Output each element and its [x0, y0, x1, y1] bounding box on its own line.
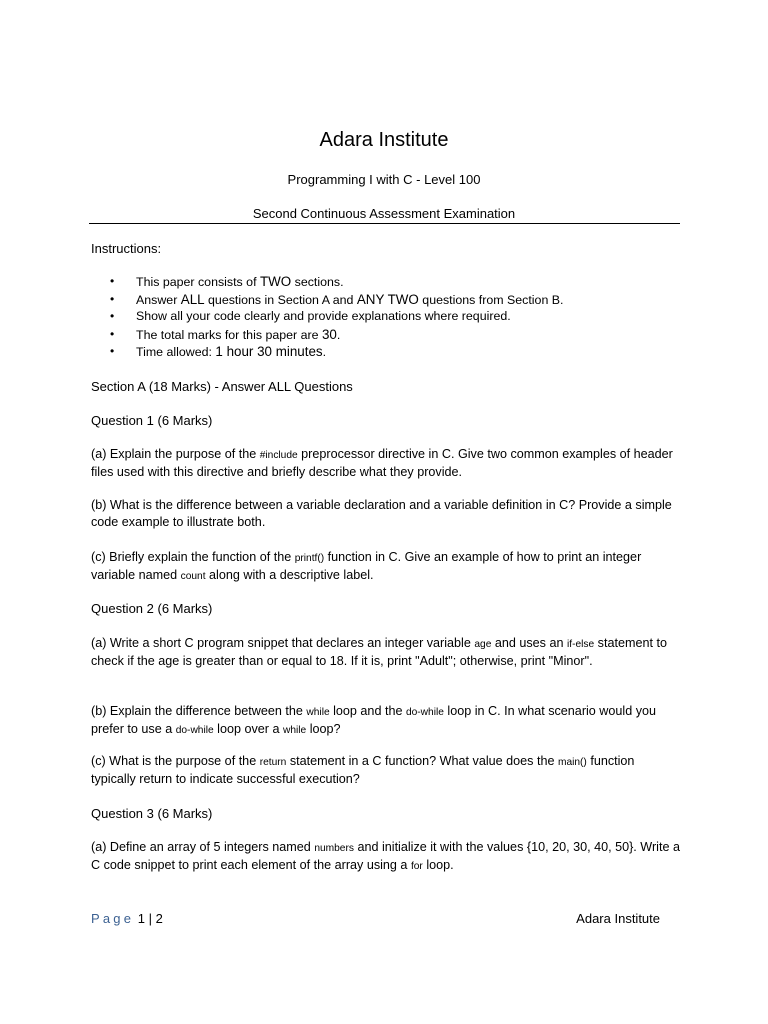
inline-code: do-while — [175, 725, 214, 736]
instructions-list — [91, 273, 564, 361]
question-1-heading: Question 1 (6 Marks) — [91, 413, 213, 428]
inline-code: while — [282, 725, 307, 736]
exam-title: Second Continuous Assessment Examination — [252, 206, 516, 221]
document-title: Adara Institute — [319, 129, 449, 151]
inline-code: do-while — [405, 707, 444, 718]
instruction-item: • Show all your code clearly and provide explanations where required. — [136, 308, 564, 326]
footer-institute: Adara Institute — [576, 911, 660, 926]
section-a-heading: Section A (18 Marks) - Answer ALL Questions — [91, 379, 353, 394]
header-divider — [89, 223, 680, 224]
question-1b: (b) What is the difference between a variable declaration and a variable definition in C? Provide a simple code example to illustrate both. — [91, 498, 672, 529]
course-title: Programming I with C - Level 100 — [287, 172, 481, 187]
instructions-heading: Instructions: — [91, 241, 162, 256]
inline-code: return — [259, 757, 287, 768]
inline-code: while — [306, 707, 330, 718]
question-3-heading: Question 3 (6 Marks) — [91, 806, 213, 821]
inline-code: numbers — [314, 843, 354, 854]
inline-code: count — [180, 571, 206, 582]
inline-code: for — [410, 861, 423, 872]
inline-code: age — [474, 639, 492, 650]
instruction-item: • Answer ALL questions in Section A and ANY TWO questions from Section B. — [136, 291, 564, 309]
question-2c: (c) What is the purpose of the return statement in a C function? What value does the main() function typically return to indicate successful execution? — [91, 754, 635, 786]
inline-code: main() — [557, 757, 587, 768]
inline-code: #include — [259, 450, 298, 461]
page-total: 2 — [155, 911, 163, 926]
question-2a: (a) Write a short C program snippet that declares an integer variable age and uses an if-else statement to check if the age is greater than or equal to 18. If it is, print "Adult"; otherwise, print "Minor". — [91, 636, 667, 668]
question-1c: (c) Briefly explain the function of the printf() function in C. Give an example of how to print an integer variable named count along with a descriptive label. — [91, 550, 642, 582]
page-current: 1 — [137, 911, 146, 926]
inline-code: printf() — [294, 553, 325, 564]
instruction-item: • The total marks for this paper are 30. — [136, 326, 564, 344]
instruction-item: • Time allowed: 1 hour 30 minutes. — [136, 343, 564, 361]
question-2b: (b) Explain the difference between the while loop and the do-while loop in C. In what scenario would you prefer to use a do-while loop over a while loop? — [91, 704, 657, 736]
page-separator: | — [148, 911, 153, 926]
inline-code: if-else — [566, 639, 595, 650]
page-number — [91, 911, 163, 926]
instruction-item: • This paper consists of TWO sections. — [136, 273, 564, 291]
question-2-heading: Question 2 (6 Marks) — [91, 601, 213, 616]
question-1a: (a) Explain the purpose of the #include preprocessor directive in C. Give two common examples of header files used with this directive and briefly describe what they provide. — [91, 447, 673, 479]
question-3a: (a) Define an array of 5 integers named numbers and initialize it with the values {10, 20, 30, 40, 50}. Write a C code snippet to print each element of the array using a for loop. — [91, 840, 680, 872]
page-label: Page — [91, 911, 135, 926]
